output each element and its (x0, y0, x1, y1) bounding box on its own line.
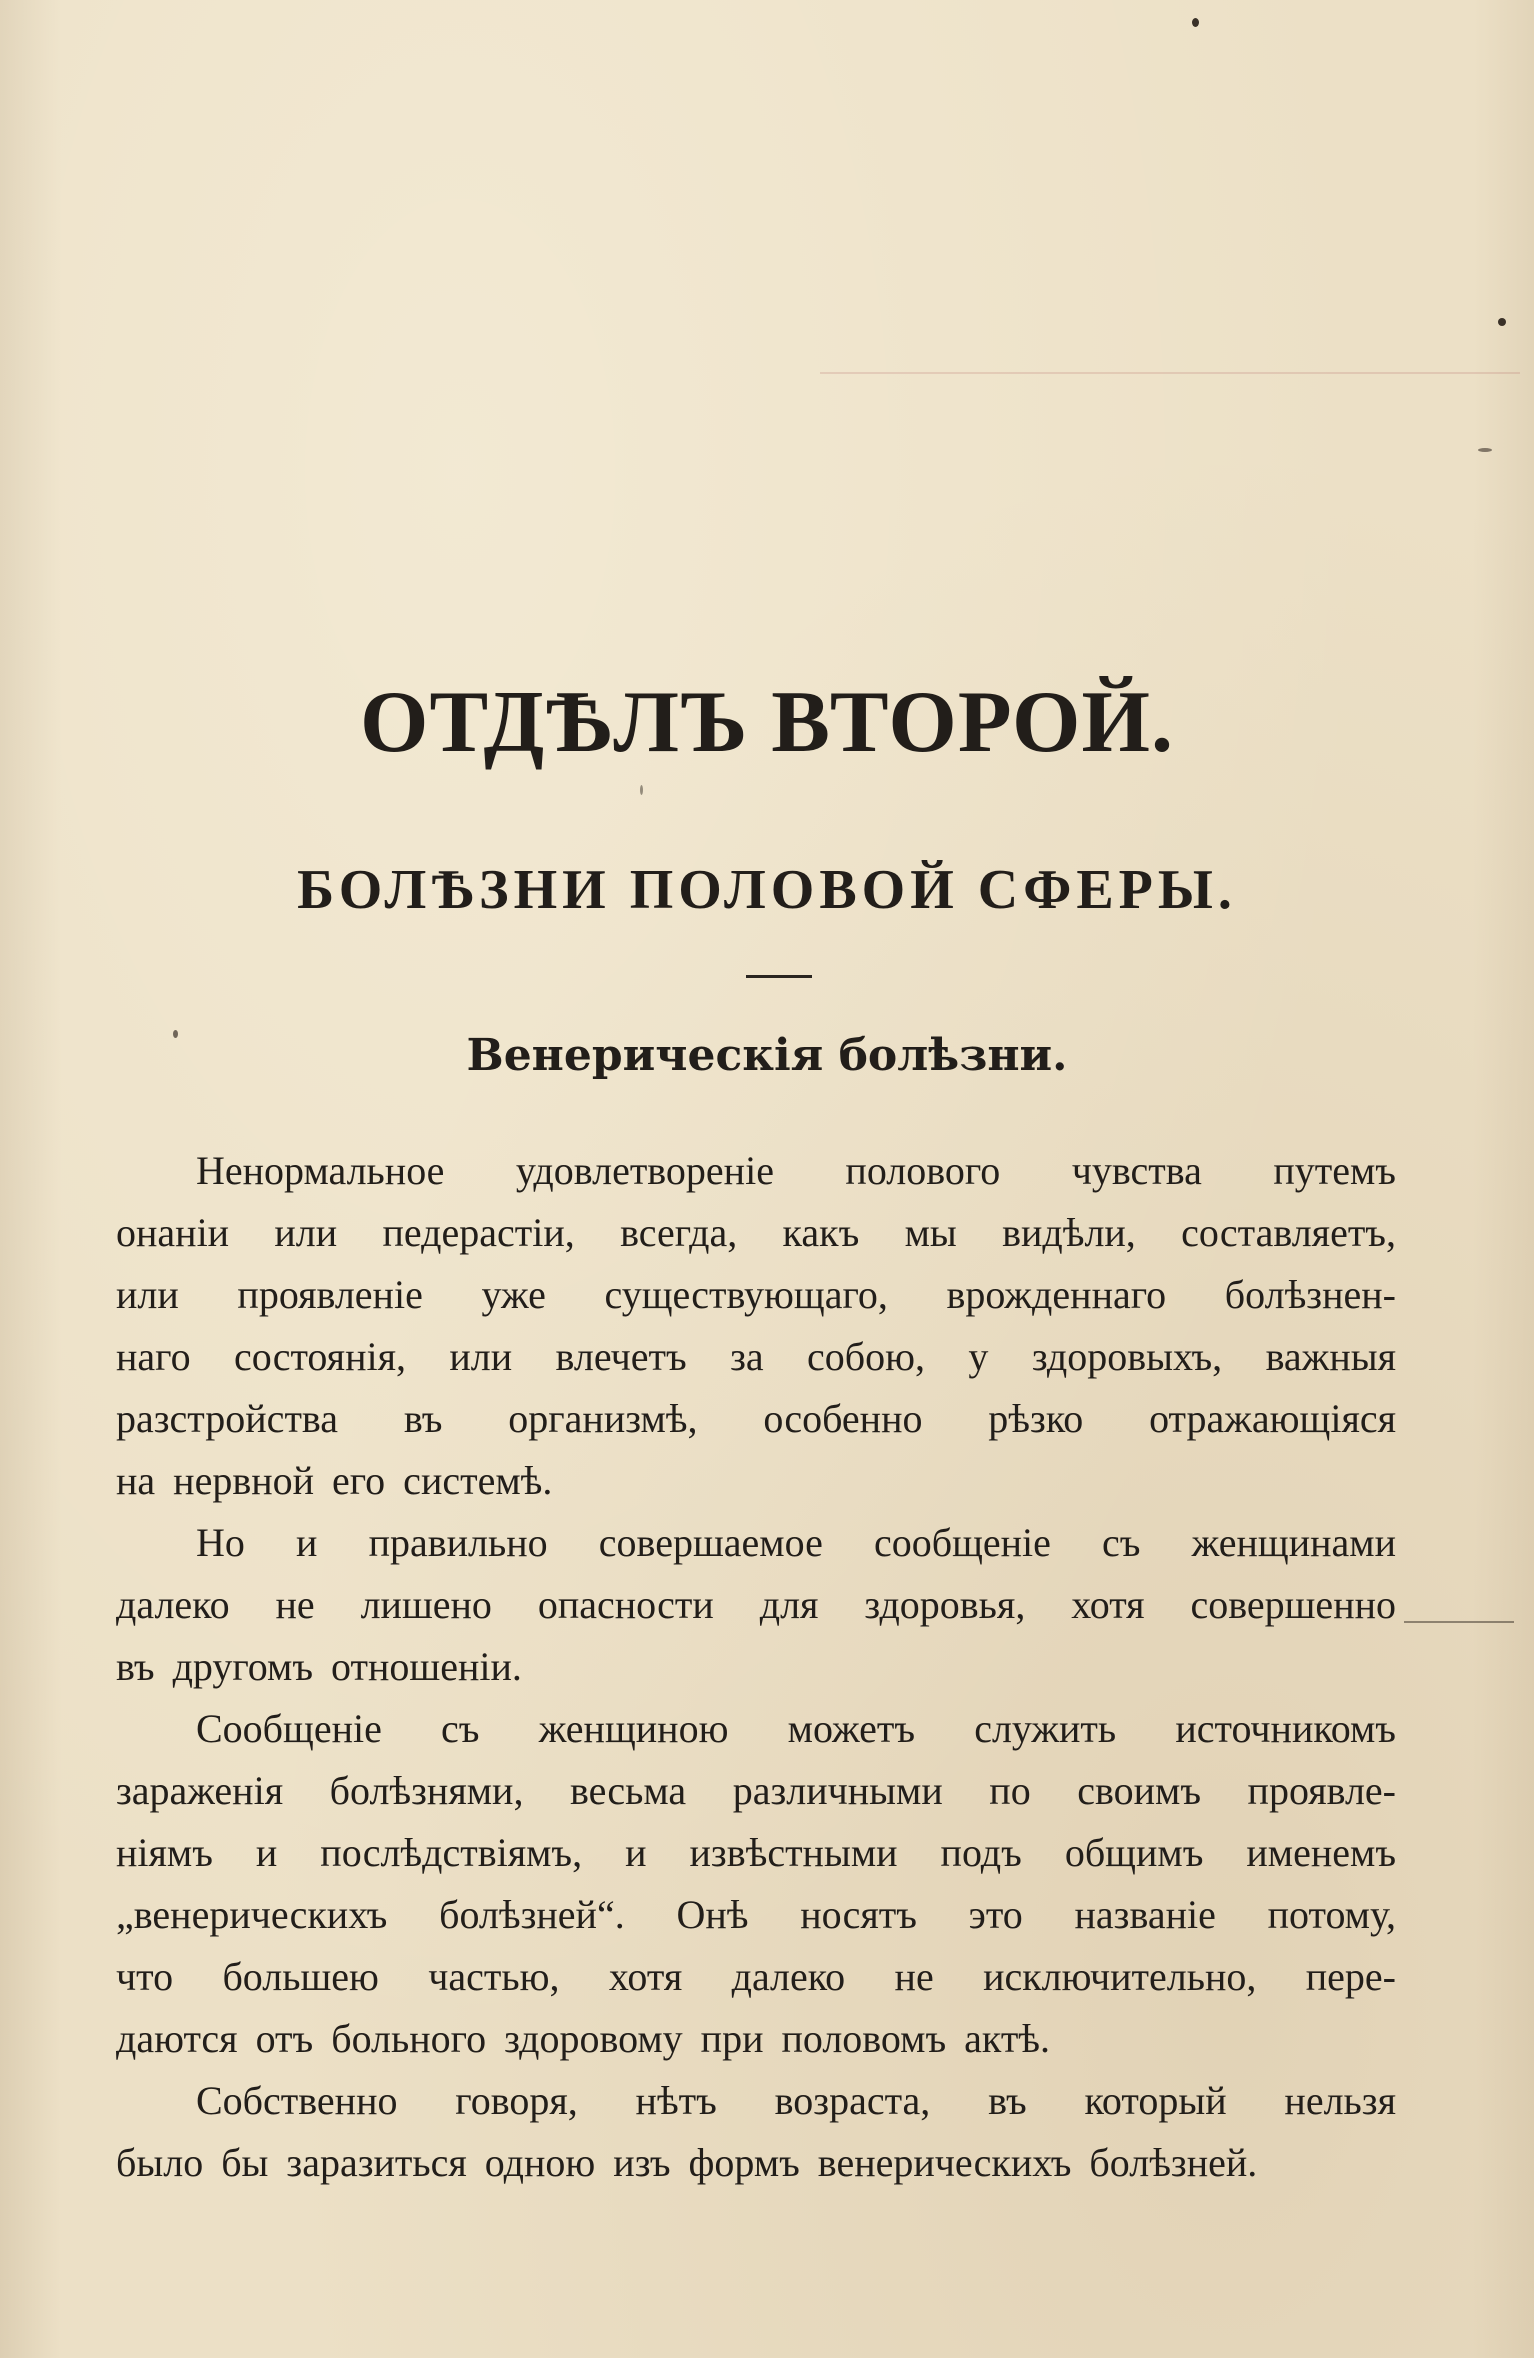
text-line: Собственно говоря, нѣтъ возраста, въ который нельзя (196, 2078, 1396, 2123)
text-line: на нервной его системѣ. (116, 1458, 553, 1503)
margin-pencil-mark (1404, 1621, 1514, 1623)
paragraph (116, 1512, 1396, 1698)
body-text (116, 1140, 1396, 2194)
text-line: что большею частью, хотя далеко не исключительно, пере- (116, 1954, 1396, 1999)
text-line: Сообщеніе съ женщиною можетъ служить источникомъ (196, 1706, 1396, 1751)
text-line: Но и правильно совершаемое сообщеніе съ женщинами (196, 1520, 1396, 1565)
text-line: было бы заразиться одною изъ формъ венерическихъ болѣзней. (116, 2140, 1258, 2185)
paper-speck (1478, 448, 1492, 452)
text-line: онаніи или педерастіи, всегда, какъ мы видѣли, составляетъ, (116, 1210, 1396, 1255)
paper-speck (1498, 318, 1506, 326)
text-line: „венерическихъ болѣзней“. Онѣ носятъ это названіе потому, (116, 1892, 1396, 1937)
reverse-side-show-through (165, 150, 1405, 212)
paragraph (116, 1698, 1396, 2070)
paper-speck (640, 785, 643, 795)
paper-speck (1192, 18, 1199, 27)
text-line: даются отъ больного здоровому при половомъ актѣ. (116, 2016, 1051, 2061)
paragraph (116, 1140, 1396, 1512)
section-title: ОТДѢЛЪ ВТОРОЙ. (360, 674, 1174, 771)
text-line: или проявленіе уже существующаго, врожденнаго болѣзнен- (116, 1272, 1396, 1317)
text-line: далеко не лишено опасности для здоровья, хотя совершенно (116, 1582, 1396, 1627)
paper-stain-line (820, 372, 1520, 374)
text-line: въ другомъ отношеніи. (116, 1644, 522, 1689)
text-line: ніямъ и послѣдствіямъ, и извѣстными подъ общимъ именемъ (116, 1830, 1396, 1875)
chapter-title: БОЛѢЗНИ ПОЛОВОЙ СФЕРЫ. (297, 859, 1237, 921)
text-line: наго состоянія, или влечетъ за собою, у здоровыхъ, важныя (116, 1334, 1396, 1379)
title-divider (746, 975, 812, 978)
text-line: зараженія болѣзнями, весьма различными по своимъ проявле- (116, 1768, 1396, 1813)
subsection-title: Венерическія болѣзни. (466, 1030, 1068, 1081)
text-line: Ненормальное удовлетвореніе полового чувства путемъ (196, 1148, 1396, 1193)
text-line: разстройства въ организмѣ, особенно рѣзко отражающіяся (116, 1396, 1396, 1441)
paragraph (116, 2070, 1396, 2194)
